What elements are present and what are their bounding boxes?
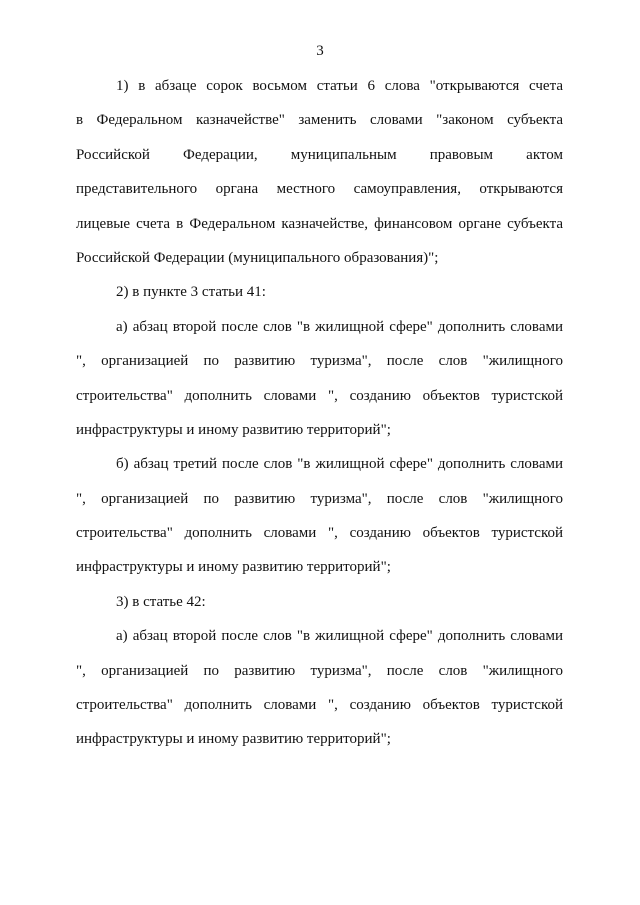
text-line: строительства" дополнить словами ", созданию объектов туристской [76, 525, 563, 542]
paragraph-article-42-heading [76, 590, 563, 624]
text-line: строительства" дополнить словами ", созданию объектов туристской [76, 697, 563, 714]
paragraph-article-41-b [76, 452, 563, 590]
text-line: Российской Федерации (муниципального образования)"; [76, 249, 439, 266]
text-line: б) абзац третий после слов "в жилищной сфере" дополнить словами [116, 456, 563, 473]
document-body [76, 74, 563, 762]
text-line: инфраструктуры и иному развитию территорий"; [76, 559, 391, 576]
text-line: лицевые счета в Федеральном казначействе, финансовом органе субъекта [76, 215, 563, 232]
text-line: ", организацией по развитию туризма", после слов "жилищного [76, 490, 563, 507]
text-line: ", организацией по развитию туризма", после слов "жилищного [76, 353, 563, 370]
text-line: строительства" дополнить словами ", созданию объектов туристской [76, 387, 563, 404]
text-line: а) абзац второй после слов "в жилищной сфере" дополнить словами [116, 628, 563, 645]
text-line: 3) в статье 42: [116, 593, 206, 610]
text-line: ", организацией по развитию туризма", после слов "жилищного [76, 662, 563, 679]
paragraph-article-41-heading [76, 280, 563, 314]
paragraph-article-42-a [76, 624, 563, 762]
text-line: представительного органа местного самоуправления, открываются [76, 181, 563, 198]
text-line: 2) в пункте 3 статьи 41: [116, 284, 266, 301]
page-number: 3 [316, 43, 324, 59]
text-line: в Федеральном казначействе" заменить словами "законом субъекта [76, 112, 563, 129]
text-line: а) абзац второй после слов "в жилищной сфере" дополнить словами [116, 318, 563, 335]
text-line: инфраструктуры и иному развитию территорий"; [76, 731, 391, 748]
paragraph-article-41-a [76, 315, 563, 453]
text-line: инфраструктуры и иному развитию территорий"; [76, 421, 391, 438]
text-line: 1) в абзаце сорок восьмом статьи 6 слова "открываются счета [116, 78, 563, 94]
paragraph-amendment-article-6 [76, 74, 563, 280]
text-line: Российской Федерации, муниципальным правовым актом [76, 146, 563, 163]
